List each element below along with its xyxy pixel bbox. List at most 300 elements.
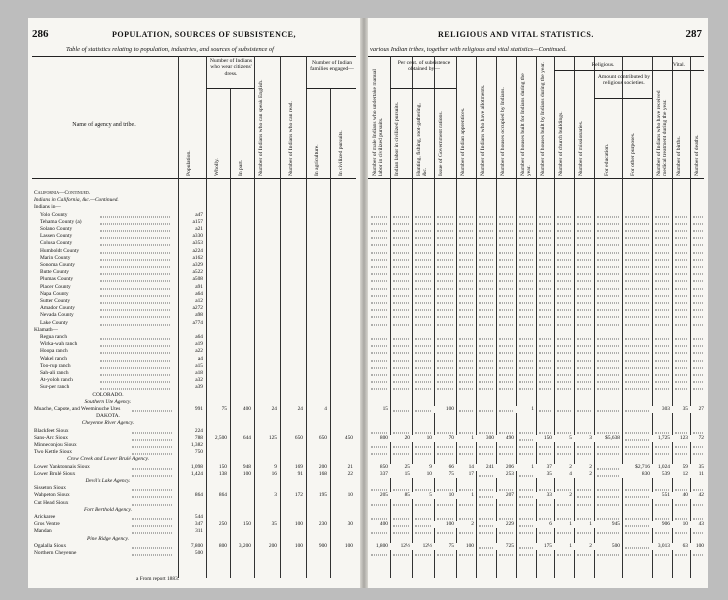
right-page: [368, 18, 708, 588]
right-group-rule: [390, 88, 456, 89]
wholly-header: Wholly.: [214, 158, 220, 176]
leader-dots: [655, 317, 669, 325]
table-row: [28, 320, 360, 327]
leader-dots: [437, 382, 453, 390]
table-row: [28, 284, 360, 291]
rations-header: Issue of Government rations.: [438, 111, 444, 176]
leader-dots: [459, 548, 473, 556]
leader-dots: [597, 404, 619, 412]
tribe-name: Wakel ranch: [40, 355, 67, 362]
table-row: [368, 384, 708, 391]
tribe-name: Colusa County: [40, 240, 73, 247]
table-cell: 347: [194, 521, 203, 528]
table-cell: 72: [690, 435, 704, 442]
book-gutter: [360, 18, 368, 588]
table-cell: 1,725: [652, 435, 670, 442]
leader-dots: [625, 497, 649, 505]
leader-dots: [371, 548, 387, 556]
table-cell: 63: [672, 543, 688, 550]
table-row: [28, 262, 360, 269]
leader-dots: [597, 447, 619, 455]
table-cell: 864: [194, 492, 203, 499]
leader-dots: [519, 468, 533, 476]
tribe-name: Lower Brulé Sioux: [34, 470, 76, 477]
leader-dots: [100, 317, 170, 325]
right-running-title: RELIGIOUS AND VITAL STATISTICS.: [438, 30, 594, 39]
table-cell: 788: [194, 434, 203, 441]
can-read-header: Number of Indians who can read.: [288, 101, 294, 176]
table-cell: 17: [456, 471, 474, 478]
table-cell: 138: [218, 470, 227, 477]
table-cell: 66: [434, 464, 454, 471]
leader-dots: [577, 447, 591, 455]
tribe-name: Lassen County: [40, 233, 73, 240]
leader-dots: [459, 447, 473, 455]
table-cell: 15: [390, 471, 410, 478]
table-row: [28, 543, 360, 550]
table-cell: 4: [554, 471, 572, 478]
table-cell: 1: [516, 464, 534, 471]
left-running-title: POPULATION, SOURCES OF SUBSISTENCE,: [112, 30, 296, 39]
leader-dots: [597, 526, 619, 534]
leader-dots: [479, 468, 493, 476]
table-cell: 30: [347, 521, 353, 528]
table-row: [368, 550, 708, 557]
table-row: [28, 428, 360, 435]
leader-dots: [479, 404, 493, 412]
table-cell: 75: [434, 471, 454, 478]
leader-dots: [597, 468, 619, 476]
table-cell: 10: [347, 492, 353, 499]
leader-dots: [577, 404, 591, 412]
left-page: [28, 18, 360, 588]
leader-dots: [625, 382, 649, 390]
leader-dots: [459, 526, 473, 534]
tribe-name: Northern Cheyenne: [34, 550, 77, 556]
table-row: [28, 363, 360, 370]
leader-dots: [539, 548, 551, 556]
leader-dots: [415, 447, 431, 455]
leader-dots: [479, 382, 493, 390]
table-cell: 725: [496, 543, 514, 550]
table-cell: 991: [194, 406, 203, 412]
table-cell: 20: [390, 435, 410, 442]
table-row: [28, 478, 360, 485]
table-cell: 311: [195, 528, 203, 535]
table-cell: 91: [297, 470, 303, 477]
table-cell: 175: [536, 543, 552, 550]
table-cell: a91: [195, 283, 203, 290]
table-cell: a329: [192, 262, 203, 268]
table-cell: 75: [434, 543, 454, 550]
table-cell: a272: [192, 305, 203, 312]
table-cell: 35: [536, 471, 552, 478]
leader-dots: [499, 317, 513, 325]
table-row: [368, 392, 708, 399]
leader-dots: [519, 447, 533, 455]
table-cell: a774: [192, 319, 203, 326]
footnote: a From report 1883.: [136, 576, 180, 582]
table-row: [28, 485, 360, 492]
amount-group-header: Amount contributed by religious societies.: [597, 74, 651, 87]
table-row: [28, 392, 360, 399]
table-cell: 35: [271, 521, 277, 528]
table-row: [368, 413, 708, 420]
leader-dots: [539, 382, 551, 390]
table-cell: a15: [195, 362, 203, 369]
leader-dots: [479, 317, 493, 325]
tribe-name: Sisseton Sioux: [34, 485, 66, 492]
leader-dots: [675, 447, 687, 455]
table-row: [28, 305, 360, 312]
table-cell: 24: [297, 406, 303, 412]
leader-dots: [557, 447, 571, 455]
tribe-name: Hoopa ranch: [40, 348, 68, 355]
births-header: Number of births.: [676, 136, 682, 176]
table-cell: 3: [274, 492, 277, 499]
table-cell: 906: [652, 521, 670, 528]
table-row: [28, 233, 360, 240]
table-row: [28, 312, 360, 319]
table-cell: 400: [242, 406, 251, 412]
deaths-header: Number of deaths.: [694, 134, 700, 176]
leader-dots: [459, 497, 473, 505]
leader-dots: [557, 497, 571, 505]
tribe-name: At-yoloh ranch: [40, 377, 73, 384]
table-cell: 2,500: [214, 434, 227, 441]
leader-dots: [597, 317, 619, 325]
speak-english-header: Number of Indians who can speak English.: [258, 79, 264, 176]
tribe-name: Sonoma County: [40, 262, 75, 268]
leader-dots: [557, 404, 571, 412]
table-cell: 800: [368, 435, 388, 442]
tribe-name: Wirka-wah ranch: [40, 341, 78, 348]
table-cell: a22: [195, 348, 203, 355]
table-row: [28, 464, 360, 471]
leader-dots: [693, 497, 703, 505]
table-cell: a98: [195, 312, 203, 319]
table-cell: $5,638: [594, 435, 620, 442]
leader-dots: [479, 548, 493, 556]
leader-dots: [415, 548, 431, 556]
leader-dots: [437, 497, 453, 505]
education-header: For education.: [604, 143, 610, 176]
in-part-header: In part.: [238, 159, 244, 176]
leader-dots: [625, 447, 649, 455]
leader-dots: [459, 317, 473, 325]
leader-dots: [597, 382, 619, 390]
table-cell: 1: [516, 406, 534, 413]
table-cell: a39: [195, 384, 203, 391]
leader-dots: [479, 497, 493, 505]
table-cell: 14: [456, 464, 474, 471]
leader-dots: [479, 526, 493, 534]
leader-dots: [577, 497, 591, 505]
table-row: [28, 406, 360, 413]
table-cell: a19: [195, 341, 203, 348]
table-row: [28, 219, 360, 226]
table-cell: 241: [476, 464, 494, 471]
left-header-bottom-rule: [32, 178, 356, 179]
leader-dots: [539, 526, 551, 534]
table-cell: a32: [195, 377, 203, 384]
table-cell: a18: [195, 370, 203, 376]
table-cell: 200: [268, 542, 277, 549]
table-cell: 500: [194, 550, 203, 556]
table-cell: 644: [242, 434, 251, 441]
table-row: [28, 276, 360, 283]
tribe-name: Southern Ute Agency.: [84, 398, 132, 405]
leader-dots: [539, 404, 551, 412]
tribe-name: Pine Ridge Agency.: [87, 535, 129, 542]
table-cell: 207: [496, 492, 514, 499]
medical-treatment-header: Number of Indians who have received medical treatment during the year.: [656, 90, 669, 176]
table-cell: 9: [274, 463, 277, 470]
table-cell: 100: [242, 470, 251, 477]
table-cell: 10: [412, 435, 432, 442]
table-cell: a157: [192, 218, 203, 225]
left-table-title: Table of statistics relating to population, industries, and sources of subsistence of: [66, 46, 274, 53]
right-page-number: 287: [685, 28, 702, 40]
table-row: [28, 298, 360, 305]
table-cell: 224: [194, 427, 203, 434]
leader-dots: [539, 317, 551, 325]
table-row: [28, 449, 360, 456]
leader-dots: [499, 382, 513, 390]
percent-group-header: Per cent. of subsistence obtained by—: [397, 60, 451, 73]
leader-dots: [519, 526, 533, 534]
vital-group-header: Vital.: [672, 62, 686, 68]
apprentices-header: Number of Indian apprentices.: [460, 107, 466, 176]
leader-dots: [499, 526, 513, 534]
table-cell: 12½: [412, 543, 432, 550]
tribe-name: Ogalalla Sioux: [34, 542, 67, 549]
table-cell: 70: [434, 435, 454, 442]
table-cell: 22: [347, 470, 353, 477]
table-cell: 24: [271, 406, 277, 412]
table-cell: 1,024: [652, 464, 670, 471]
leader-dots: [415, 497, 431, 505]
table-cell: 123: [672, 435, 688, 442]
table-cell: 16: [271, 470, 277, 477]
table-cell: 500: [594, 543, 620, 550]
table-cell: 10: [434, 492, 454, 499]
table-cell: 830: [622, 471, 650, 478]
table-row: [28, 456, 360, 463]
table-cell: 15: [368, 406, 388, 413]
table-row: [28, 471, 360, 478]
tribe-name: Blackfeet Sioux: [34, 427, 69, 434]
table-cell: 35: [672, 406, 688, 413]
table-cell: 3,013: [652, 543, 670, 550]
leader-dots: [693, 317, 703, 325]
table-cell: 75: [221, 406, 227, 412]
table-row: [28, 550, 360, 557]
table-cell: 490: [496, 435, 514, 442]
leader-dots: [577, 548, 591, 556]
tribe-name: Tehama County (a): [40, 218, 82, 225]
tribe-name: Arickaree: [34, 514, 56, 520]
leader-dots: [519, 497, 533, 505]
leader-dots: [393, 548, 409, 556]
table-cell: a47: [195, 211, 203, 218]
table-row: [28, 377, 360, 384]
leader-dots: [539, 497, 551, 505]
leader-dots: [437, 447, 453, 455]
table-row: [28, 442, 360, 449]
table-cell: 12½: [390, 543, 410, 550]
tribe-name: Butte County: [40, 269, 69, 276]
leader-dots: [371, 382, 387, 390]
wear-dress-group-header: Number of Indians who wear citizens' dress.: [209, 58, 253, 77]
tribe-name: Marin County: [40, 254, 71, 261]
table-cell: 2: [554, 492, 572, 499]
leader-dots: [393, 404, 409, 412]
table-row: [368, 190, 708, 197]
table-row: [28, 500, 360, 507]
table-cell: a12: [195, 298, 203, 304]
leader-dots: [519, 317, 533, 325]
leader-dots: [625, 404, 649, 412]
leader-dots: [415, 404, 431, 412]
table-cell: 2: [456, 521, 474, 528]
table-cell: a64: [195, 290, 203, 297]
table-cell: 12: [672, 471, 688, 478]
leader-dots: [577, 526, 591, 534]
table-cell: a21: [195, 226, 203, 232]
leader-dots: [693, 526, 703, 534]
leader-dots: [415, 526, 431, 534]
table-cell: a353: [192, 240, 203, 247]
tribe-name: DAKOTA.: [96, 413, 120, 420]
table-row: [368, 528, 708, 535]
table-cell: 1: [456, 492, 474, 499]
table-row: [28, 514, 360, 521]
leader-dots: [393, 497, 409, 505]
table-cell: 750: [194, 449, 203, 456]
table-row: [28, 356, 360, 363]
table-cell: 205: [368, 492, 388, 499]
tribe-name: Indians in—: [34, 204, 61, 211]
table-cell: 544: [194, 514, 203, 520]
table-row: [368, 449, 708, 456]
table-cell: 650: [294, 434, 303, 441]
population-header: Population.: [186, 150, 192, 176]
table-cell: 11: [690, 471, 704, 478]
table-cell: 172: [294, 492, 303, 499]
families-group-header: Number of Indian families engaged—: [310, 60, 354, 73]
table-cell: a64: [195, 334, 203, 340]
table-row: [28, 255, 360, 262]
leader-dots: [625, 548, 649, 556]
leader-dots: [437, 526, 453, 534]
tribe-name: Gros Ventre: [34, 521, 60, 528]
leader-dots: [519, 382, 533, 390]
houses-occupied-header: Number of houses occupied by Indians.: [500, 87, 506, 176]
table-cell: 100: [344, 542, 353, 549]
leader-dots: [625, 317, 649, 325]
table-cell: 100: [434, 521, 454, 528]
table-cell: 27: [690, 406, 704, 413]
tribe-name: Minneconjou Sioux: [34, 442, 77, 448]
leader-dots: [499, 548, 513, 556]
table-cell: 948: [242, 463, 251, 470]
males-labor-header: Number of male Indians who undertake manual labor in civilized pursuits.: [372, 69, 385, 176]
church-buildings-header: Number of church buildings.: [558, 111, 564, 176]
table-cell: 2: [574, 464, 592, 471]
table-cell: a4: [197, 355, 203, 362]
leader-dots: [499, 404, 513, 412]
leader-dots: [655, 548, 669, 556]
leader-dots: [437, 317, 453, 325]
table-cell: 1,382: [190, 442, 203, 448]
table-cell: 59: [672, 464, 688, 471]
table-cell: 1,424: [190, 470, 203, 477]
table-cell: 25: [390, 464, 410, 471]
tribe-name: Cheyenne River Agency.: [81, 420, 135, 427]
table-cell: 1: [456, 435, 474, 442]
table-cell: 850: [368, 464, 388, 471]
table-cell: 250: [218, 521, 227, 528]
table-cell: $2,716: [622, 464, 650, 471]
table-cell: a508: [192, 276, 203, 283]
table-row: [28, 291, 360, 298]
table-cell: a522: [192, 269, 203, 276]
table-cell: 5: [412, 492, 432, 499]
tribe-name: Sur-per ranch: [40, 384, 70, 391]
table-cell: 1: [554, 521, 572, 528]
tribe-name: Sah-ali ranch: [40, 370, 69, 376]
tribe-name: Sans-Arc Sioux: [34, 434, 68, 441]
civilized-labor-header: Indian labor in civilized pursuits.: [394, 101, 400, 176]
table-cell: a224: [192, 247, 203, 254]
leader-dots: [479, 447, 493, 455]
civilized-pursuits-header: In civilized pursuits.: [338, 130, 344, 176]
hunting-header: Hunting, fishing, root-gathering, &c.: [416, 103, 429, 176]
tribe-name: Amador County: [40, 305, 75, 312]
leader-dots: [393, 382, 409, 390]
table-cell: 303: [652, 406, 670, 413]
tribe-name: Klamath—: [34, 326, 58, 333]
table-cell: 6: [536, 521, 552, 528]
leader-dots: [415, 382, 431, 390]
leader-dots: [597, 497, 619, 505]
leader-dots: [693, 548, 703, 556]
tribe-name: Sutter County: [40, 298, 71, 304]
table-row: [28, 204, 360, 211]
leader-dots: [557, 548, 571, 556]
table-cell: 2: [554, 464, 572, 471]
table-cell: 169: [294, 463, 303, 470]
leader-dots: [393, 447, 409, 455]
leader-dots: [371, 497, 387, 505]
table-cell: 10: [672, 521, 688, 528]
table-cell: 168: [318, 470, 327, 477]
tribe-name: Crow Creek and Lower Brulé Agency.: [67, 456, 149, 463]
table-cell: 40: [672, 492, 688, 499]
table-row: [28, 248, 360, 255]
leader-dots: [132, 447, 172, 455]
table-row: [368, 197, 708, 204]
agriculture-header: In agriculture.: [314, 144, 320, 176]
tribe-name: Regua ranch: [40, 334, 68, 340]
other-purposes-header: For other purposes.: [630, 132, 636, 176]
name-column-header: Name of agency and tribe.: [72, 122, 136, 128]
table-row: [28, 240, 360, 247]
table-row: [28, 413, 360, 420]
leader-dots: [655, 447, 669, 455]
tribe-name: Humboldt County: [40, 247, 80, 254]
